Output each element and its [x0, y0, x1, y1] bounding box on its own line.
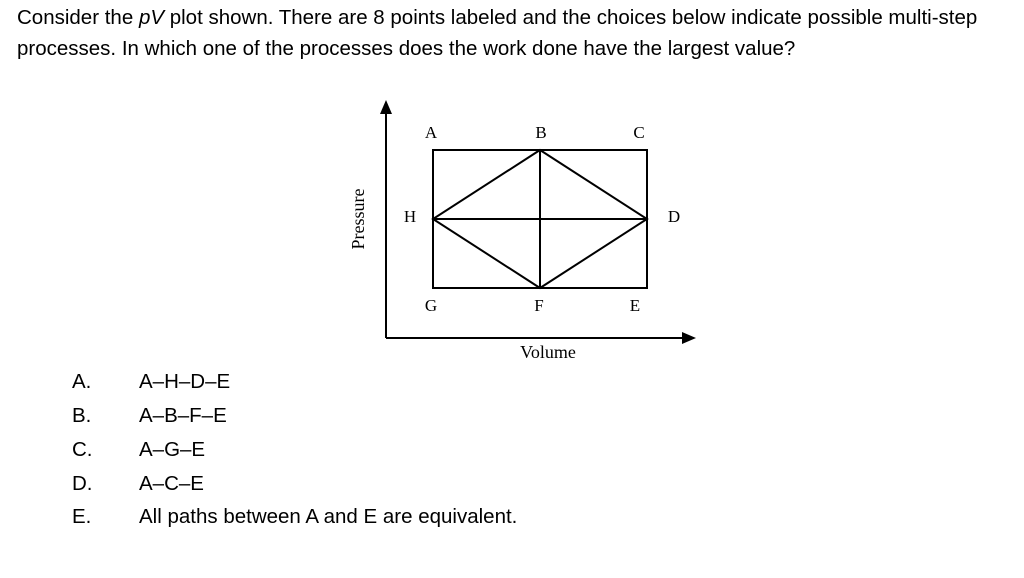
label-h: H	[403, 207, 417, 226]
y-axis-arrow	[380, 100, 392, 114]
choice-c-letter: C.	[72, 438, 93, 461]
x-axis-label: Volume	[520, 342, 576, 362]
label-b: B	[535, 123, 547, 142]
choice-a-text: A–H–D–E	[139, 370, 231, 393]
choice-d-text: A–C–E	[139, 472, 204, 495]
choice-b-text: A–B–F–E	[139, 404, 227, 427]
label-c: C	[633, 123, 645, 142]
question-part-2: plot shown. There are 8 points labeled and the choices below indicate possible multi-step processes. In which one of the processes does the work done have the largest value?	[17, 6, 978, 60]
question-part-1: Consider the	[17, 6, 139, 29]
label-a: A	[424, 123, 438, 142]
y-axis-label: Pressure	[348, 188, 368, 250]
choice-a-letter: A.	[72, 370, 92, 393]
choice-e-letter: E.	[72, 505, 92, 528]
label-e: E	[629, 296, 641, 315]
question-pv: pV	[138, 6, 165, 29]
x-axis-arrow	[682, 332, 696, 344]
label-f: F	[534, 296, 544, 315]
label-d: D	[667, 207, 681, 226]
choice-c-text: A–G–E	[139, 438, 206, 461]
label-g: G	[424, 296, 438, 315]
choice-e-text: All paths between A and E are equivalent.	[139, 505, 518, 528]
choice-b-letter: B.	[72, 404, 92, 427]
choice-d-letter: D.	[72, 472, 93, 495]
